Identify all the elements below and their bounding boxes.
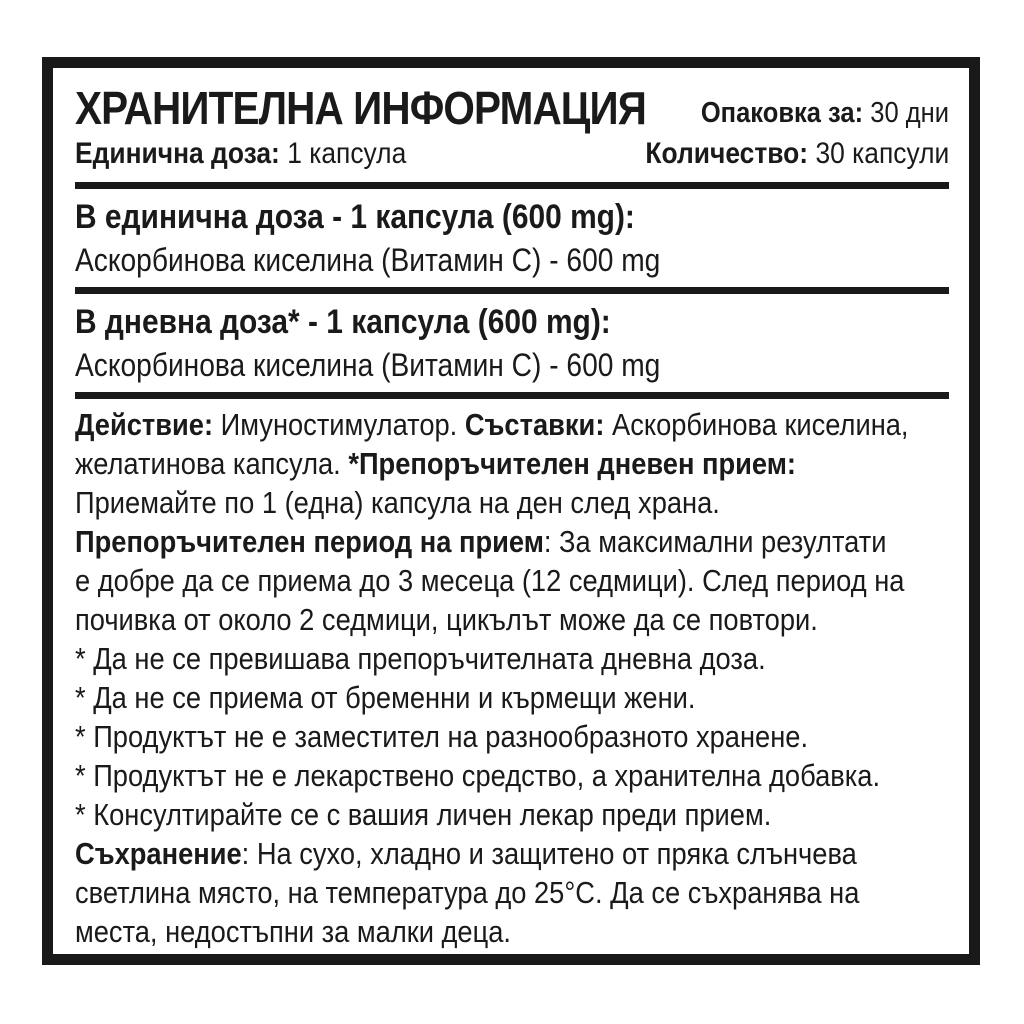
per-day-ingredient: Аскорбинова киселина (Витамин C) - 600 mg bbox=[75, 347, 661, 383]
body-line bbox=[75, 561, 905, 600]
daily-intake-label: *Препоръчителен дневен прием: bbox=[348, 446, 797, 481]
serving-size-label: Единична доза: bbox=[75, 137, 280, 170]
warning-text: * Продуктът не е лекарствено средство, а хранителна добавка. bbox=[75, 758, 881, 793]
divider-rule bbox=[75, 182, 949, 189]
quantity-label: Количество: bbox=[645, 137, 808, 170]
body-line bbox=[75, 600, 844, 639]
body-line bbox=[75, 483, 844, 522]
warning-text: * Продуктът не е заместител на разнообразното хранене. bbox=[75, 719, 809, 754]
warning-line bbox=[75, 756, 881, 795]
body-line bbox=[75, 444, 844, 483]
body-line bbox=[75, 912, 844, 951]
per-day-heading: В дневна доза* - 1 капсула (600 mg): bbox=[75, 303, 611, 341]
body-text: Приемайте по 1 (една) капсула на ден след храна. bbox=[75, 485, 720, 520]
quantity-row bbox=[645, 136, 949, 172]
warning-text: * Консултирайте се с вашия личен лекар преди прием. bbox=[75, 797, 772, 832]
storage-label: Съхранение bbox=[75, 836, 242, 871]
body-text: : За максимални резултати bbox=[543, 524, 887, 559]
warning-line bbox=[75, 678, 844, 717]
pack-duration-label: Опаковка за: bbox=[700, 97, 864, 129]
action-label: Действие: bbox=[75, 407, 214, 442]
per-serving-ingredient: Аскорбинова киселина (Витамин C) - 600 mg bbox=[75, 242, 661, 278]
label-body-text bbox=[75, 405, 949, 951]
warning-line bbox=[75, 639, 844, 678]
body-text: е добре да се приема до 3 месеца (12 седмици). След период на bbox=[75, 563, 905, 598]
nutrition-facts-panel bbox=[42, 57, 980, 965]
quantity-value: 30 капсули bbox=[815, 137, 949, 170]
body-text: : На сухо, хладно и защитено от пряка слънчева bbox=[241, 836, 857, 871]
warning-line bbox=[75, 717, 844, 756]
per-day-section bbox=[75, 300, 949, 386]
divider-rule bbox=[75, 287, 949, 294]
header-row-2 bbox=[75, 134, 949, 174]
per-serving-section bbox=[75, 195, 949, 281]
body-line bbox=[75, 834, 857, 873]
pack-duration-row bbox=[701, 96, 949, 130]
header-row-1 bbox=[75, 82, 949, 134]
body-text: Имуностимулатор. bbox=[213, 407, 465, 442]
body-text: светлина място, на температура до 25°C. Да се съхранява на bbox=[75, 875, 860, 910]
pack-duration-value: 30 дни bbox=[870, 97, 949, 129]
serving-size-value: 1 капсула bbox=[287, 137, 407, 170]
warning-line bbox=[75, 795, 844, 834]
body-text: желатинова капсула. bbox=[75, 446, 349, 481]
ingredients-label: Съставки: bbox=[464, 407, 605, 442]
body-line bbox=[75, 873, 860, 912]
body-text: Аскорбинова киселина, bbox=[604, 407, 909, 442]
divider-rule bbox=[75, 392, 949, 399]
warning-text: * Да не се превишава препоръчителната дневна доза. bbox=[75, 641, 766, 676]
body-line bbox=[75, 522, 887, 561]
body-line bbox=[75, 405, 909, 444]
body-text: места, недостъпни за малки деца. bbox=[75, 914, 511, 949]
body-text: почивка от около 2 седмици, цикълът може да се повтори. bbox=[75, 602, 818, 637]
per-serving-heading: В единична доза - 1 капсула (600 mg): bbox=[75, 198, 635, 236]
intake-period-label: Препоръчителен период на прием bbox=[75, 524, 544, 559]
warning-text: * Да не се приема от бременни и кърмещи жени. bbox=[75, 680, 696, 715]
panel-title: ХРАНИТЕЛНА ИНФОРМАЦИЯ bbox=[75, 82, 646, 134]
